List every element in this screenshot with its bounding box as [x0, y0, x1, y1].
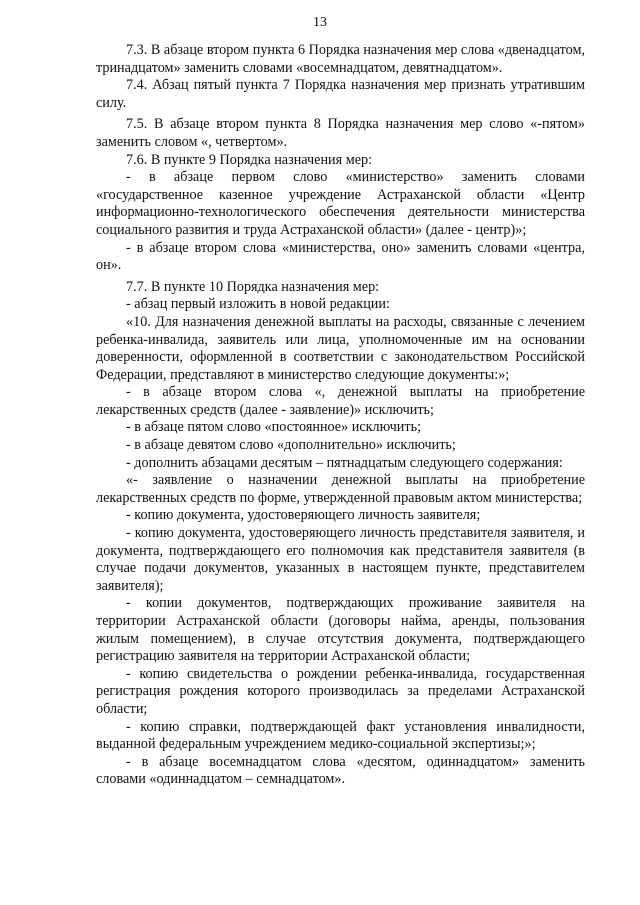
paragraph-7-6: 7.6. В пункте 9 Порядка назначения мер: — [126, 151, 373, 168]
quoted-list-item-birth-certificate: - копию свидетельства о рождении ребенка-инвалида, государственная регистрация рождения которого производилась за пределами Астраханской области; — [96, 665, 585, 717]
paragraph-7-7: 7.7. В пункте 10 Порядка назначения мер: — [126, 278, 380, 295]
quoted-list-item-application: «- заявление о назначении денежной выплаты на приобретение лекарственных средств по форме, утвержденной правовым актом министерства; — [96, 472, 585, 506]
paragraph-7-4: 7.4. Абзац пятый пункта 7 Порядка назначения мер признать утратившим силу. — [96, 77, 585, 111]
page-number: 13 — [313, 15, 327, 30]
list-item-7-7-5: - дополнить абзацами десятым – пятнадцатым следующего содержания: — [126, 454, 563, 471]
document-body — [96, 42, 585, 789]
paragraph-7-3: 7.3. В абзаце втором пункта 6 Порядка назначения мер слова «двенадцатом, тринадцатом» заменить словами «восемнадцатом, девятнадцатом». — [96, 42, 585, 76]
paragraph-7-5: 7.5. В абзаце втором пункта 8 Порядка назначения мер слово «-пятом» заменить словом «, четвертом». — [96, 116, 585, 150]
quoted-list-item-disability-certificate: - копию справки, подтверждающей факт установления инвалидности, выданной федеральным учреждением медико-социальной экспертизы;»; — [96, 718, 585, 753]
quoted-list-item-representative-copy: - копию документа, удостоверяющего личность представителя заявителя, и документа, подтверждающего его полномочия как представителя заявителя (в случае подачи документов, указанных в настоящем пункте, представителем заявителя); — [96, 525, 585, 594]
list-item-7-7-1: - абзац первый изложить в новой редакции: — [126, 296, 390, 313]
quoted-list-item-identity-copy: - копию документа, удостоверяющего личность заявителя; — [126, 507, 481, 524]
quoted-list-item-residence-docs: - копии документов, подтверждающих проживание заявителя на территории Астраханской области (договоры найма, аренды, пользования жилым помещением), в случае отсутствия документа, подтверждающего регистрацию заявителя на территории Астраханской области; — [96, 595, 585, 665]
list-item-7-7-3: - в абзаце пятом слово «постоянное» исключить; — [126, 419, 422, 436]
list-item-7-7-2: - в абзаце втором слова «, денежной выплаты на приобретение лекарственных средств (далее - заявление)» исключить; — [96, 384, 585, 418]
quoted-paragraph-10: «10. Для назначения денежной выплаты на расходы, связанные с лечением ребенка-инвалида, заявитель или лица, уполномоченные им на основании доверенности, оформленной в соответствии с законодательством Российской Федерации, представляют в министерство следующие документы:»; — [96, 313, 585, 383]
list-item-7-7-4: - в абзаце девятом слово «дополнительно» исключить; — [126, 437, 456, 454]
list-item-7-7-6: - в абзаце восемнадцатом слова «десятом, одиннадцатом» заменить словами «одиннадцатом – семнадцатом». — [96, 753, 585, 788]
list-item-7-6-1: - в абзаце первом слово «министерство» заменить словами «государственное казенное учреждение Астраханской области «Центр информационно-технологического обеспечения деятельности министерства социального развития и труда Астраханской области» (далее - центр)»; — [96, 169, 585, 238]
list-item-7-6-2: - в абзаце втором слова «министерства, оно» заменить словами «центра, он». — [96, 239, 585, 274]
